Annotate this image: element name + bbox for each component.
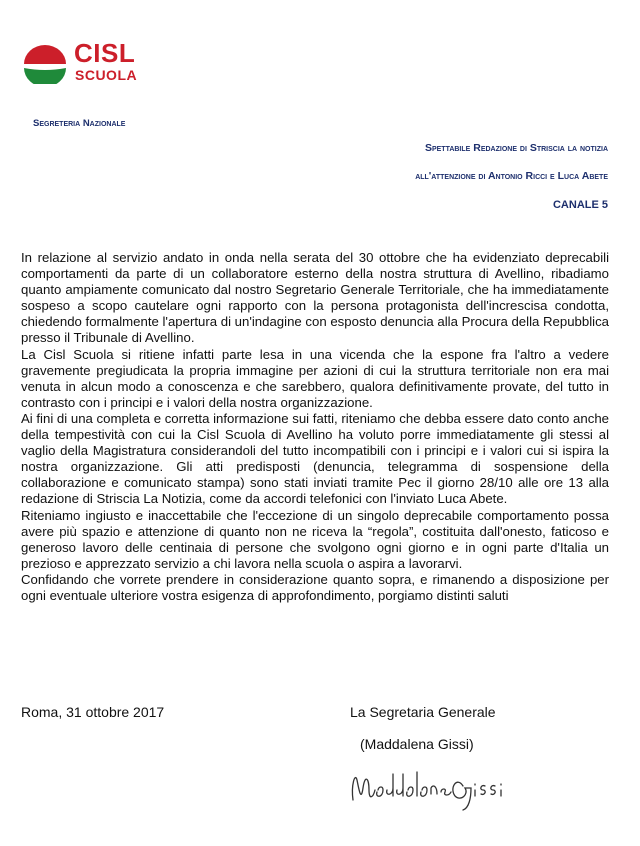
body-paragraph: Confidando che vorrete prendere in considerazione quanto sopra, e rimanendo a disposizione per ogni eventuale ulteriore vostra esigenza di approfondimento, porgiamo distinti saluti [21, 571, 609, 603]
department-label: Segreteria Nazionale [33, 118, 126, 129]
handwritten-signature [345, 760, 525, 820]
logo-text-scuola: SCUOLA [75, 67, 138, 83]
logo-text-cisl: CISL [74, 38, 136, 68]
signatory-title: La Segretaria Generale [350, 704, 496, 720]
body-paragraph: Riteniamo ingiusto e inaccettabile che l'eccezione di un singolo deprecabile comportamento possa avere più spazio e attenzione di quanto non ne riceva la “regola”, costituita dall'onesto, faticoso e generoso lavoro delle centinaia di persone che svolgono ogni giorno e in ogni parte d'Italia un prezioso e apprezzato servizio a chi lavora nella scuola o aspira a lavorarvi. [21, 507, 609, 571]
signatory-name: (Maddalena Gissi) [360, 736, 474, 752]
body-paragraph: Ai fini di una completa e corretta informazione sui fatti, riteniamo che debba essere dato conto anche della tempestività con cui la Cisl Scuola di Avellino ha voluto porre immediatamente gli stessi al vaglio della Magistratura considerandoli del tutto incompatibili con i principi e i valori cui si ispira la nostra organizzazione. Gli atti predisposti (denuncia, telegramma di sospensione della collaborazione e comunicato stampa) sono stati inviati tramite Pec il giorno 28/10 alle ore 13 alla redazione di Striscia La Notizia, come da accordi telefonici con l'inviato Luca Abete. [21, 410, 609, 507]
place-date: Roma, 31 ottobre 2017 [21, 704, 165, 720]
recipient-line-3: CANALE 5 [552, 199, 608, 211]
body-paragraph: La Cisl Scuola si ritiene infatti parte lesa in una vicenda che la espone fra l'altro a vedere gravemente pregiudicata la propria immagine per azioni di cui la struttura territoriale non era mai venuta in alcun modo a conoscenza e che sarebbero, qualora definitivamente provate, del tutto in contrasto con i principi e i valori della nostra organizzazione. [21, 346, 609, 410]
recipient-line-2: all'attenzione di Antonio Ricci e Luca Abete [415, 170, 608, 182]
cisl-emblem-icon [22, 44, 68, 84]
recipient-line-1: Spettabile Redazione di Striscia la notizia [424, 142, 608, 154]
cisl-scuola-logo [22, 40, 152, 90]
body-paragraph: In relazione al servizio andato in onda nella serata del 30 ottobre che ha evidenziato deprecabili comportamenti da parte di un collaboratore esterno della nostra struttura di Avellino, ribadiamo quanto ampiamente comunicato dal nostro Segretario Generale Territoriale, che ha immediatamente sospeso a scopo cautelare ogni rapporto con la persona protagonista dell'increscisa condotta, chiedendo formalmente l'apertura di un'indagine con esposto denuncia alla Procura della Repubblica presso il Tribunale di Avellino. [21, 250, 609, 346]
letter-body [21, 250, 609, 604]
